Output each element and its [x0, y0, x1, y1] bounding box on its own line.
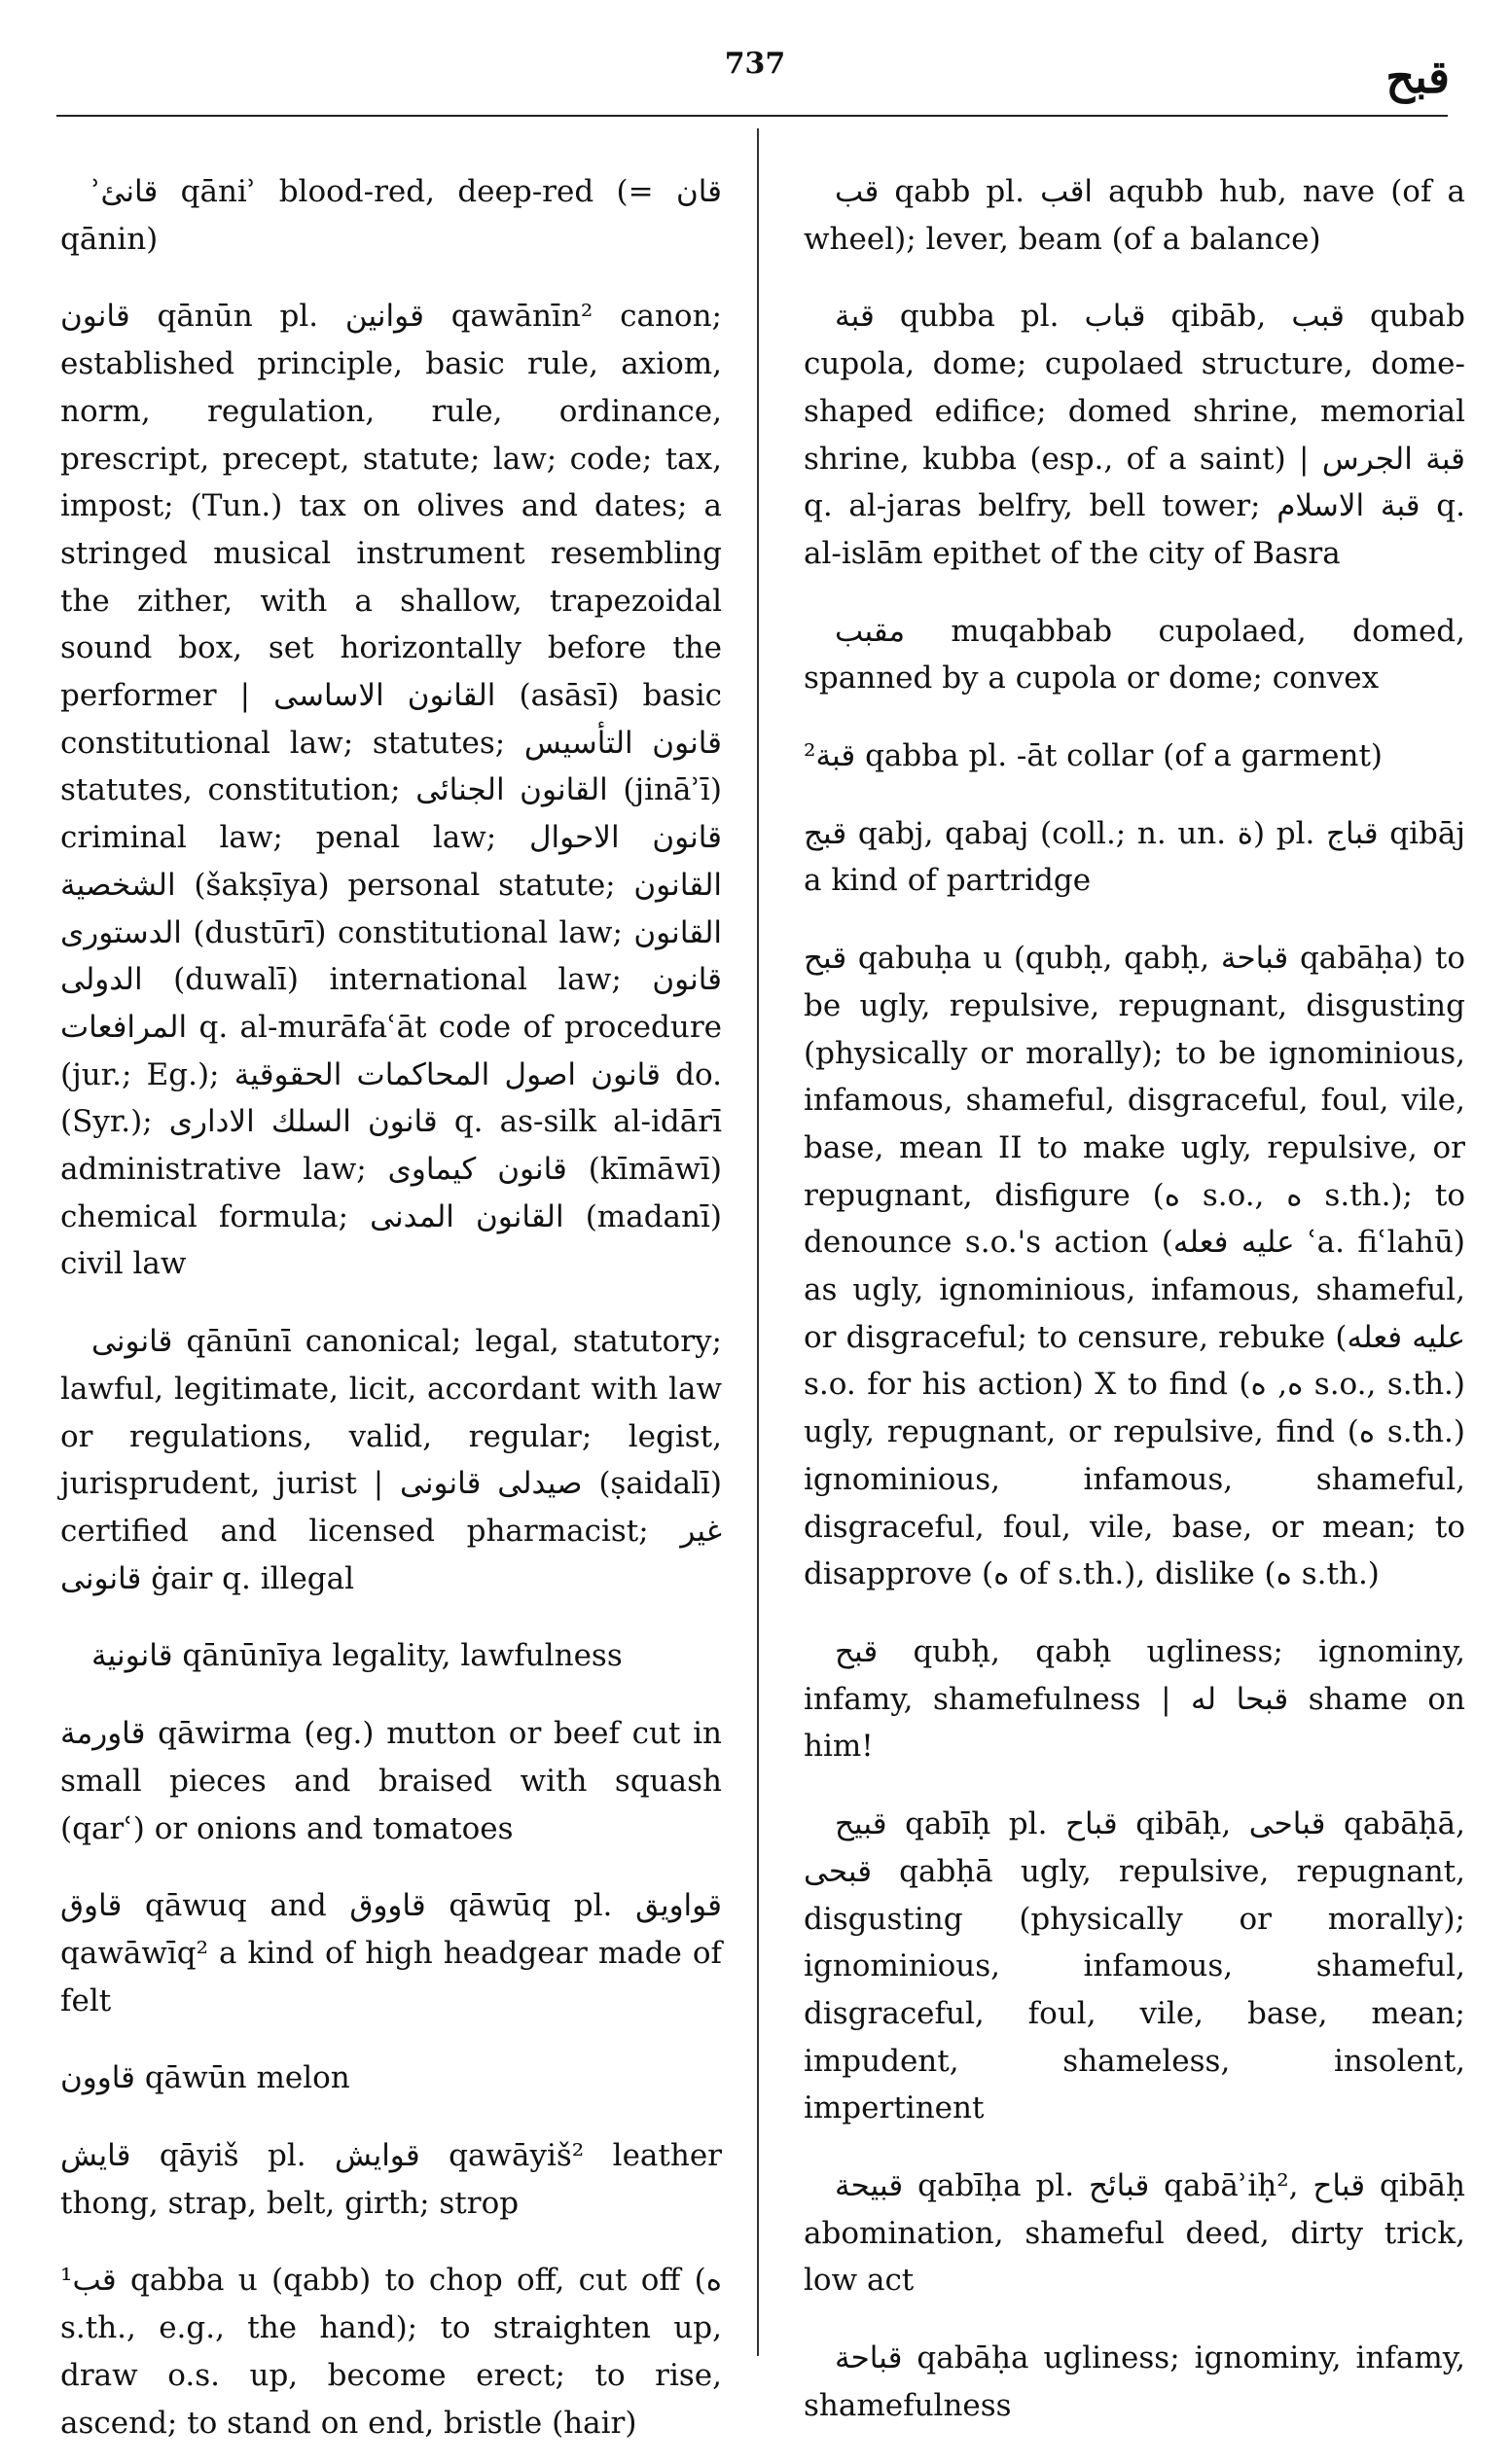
entry-qabba-2: ²قبة qabba pl. -āt collar (of a garment): [804, 738, 1384, 774]
entry-qawirma: قاورمة qāwirma (eg.) mutton or beef cut in small pieces and braised with squash (qarʿ) or onions and tomatoes: [60, 1716, 722, 1846]
entry-qabuha: قبح qabuḥa u (qubḥ, qabḥ, قباحة qabāḥa) to be ugly, repulsive, repugnant, disgusting (physically or morally); to be ignominious, infamous, shameful, disgraceful, foul, vile, base, mean II to make ugly, repulsive, or repugnant, disfigure (ه s.o., ه s.th.); to denounce s.o.'s action (عليه فعله ʿa. fiʿlahū) as ugly, ignominious, infamous, shameful, or disgraceful; to censure, rebuke (عليه فعله s.o. for his action) X to find (ه, ه s.o., s.th.) ugly, repugnant, or repulsive, find (ه s.th.) ignominious, infamous, shameful, disgraceful, foul, vile, base, or mean; to disapprove (ه of s.th.), dislike (ه s.th.): [804, 941, 1466, 1592]
right-column: [804, 138, 1465, 2447]
page-number: 737: [724, 47, 786, 81]
entry-qubh: قبح qubḥ, qabḥ ugliness; ignominy, infamy, shamefulness | قبحا له shame on him!: [804, 1633, 1465, 1765]
entry-qabaha: قباحة qabāḥa ugliness; ignominy, infamy, shamefulness: [804, 2340, 1465, 2423]
entry-qabb: قب qabb pl. اقب aqubb hub, nave (of a wheel); lever, beam (of a balance): [804, 174, 1465, 257]
entry-qanuni: قانونى qānūnī canonical; legal, statutory; lawful, legitimate, licit, accordant with law or regulations, valid, regular; legist, jurisprudent, jurist | صيدلى قانونى (ṣaidalī) certified and licensed pharmacist; غير قانونى ġair q. illegal: [60, 1324, 722, 1596]
entry-qabba-1: ¹قب qabba u (qabb) to chop off, cut off (ه s.th., e.g., the hand); to straighten up, draw o.s. up, become erect; to rise, ascend; to stand on end, bristle (hair): [60, 2263, 722, 2441]
entry-qubba: قبة qubba pl. قباب qibāb, قبب qubab cupola, dome; cupolaed structure, dome-shaped edifice; domed shrine, memorial shrine, kubba (esp., of a saint) | قبة الجرس q. al-jaras belfry, bell tower; قبة الاسلام q. al-islām epithet of the city of Basra: [804, 299, 1465, 571]
left-column: [60, 138, 722, 2464]
entry-qabih: قبيح qabīḥ pl. قباح qibāḥ, قباحى qabāḥā, قبحى qabḥā ugly, repulsive, repugnant, disgusting (physically or morally); ignominious, infamous, shameful, disgraceful, foul, vile, base, mean; impudent, shameless, insolent, impertinent: [804, 1806, 1465, 2126]
column-divider: [757, 128, 759, 2356]
entry-qani: ʾقانئ qāniʾ blood-red, deep-red (= قان qānin): [60, 174, 722, 257]
entry-qawun: قاوون qāwūn melon: [60, 2060, 350, 2096]
entry-qabiha: قبيحة qabīḥa pl. قبائح qabāʾiḥ², قباح qibāḥ abomination, shameful deed, dirty trick, low act: [804, 2168, 1466, 2299]
running-head: قبح: [1385, 51, 1450, 103]
entry-qanuniya: قانونية qānūnīya legality, lawfulness: [91, 1638, 623, 1674]
entry-qayis: قايش qāyiš pl. قوايش qawāyiš² leather thong, strap, belt, girth; strop: [60, 2138, 722, 2221]
entry-qawuq: قاوق qāwuq and قاووق qāwūq pl. قواويق qawāwīq² a kind of high headgear made of felt: [60, 1888, 722, 2018]
entry-muqabbab: مقبب muqabbab cupolaed, domed, spanned by a cupola or dome; convex: [804, 613, 1465, 696]
entry-qanun: قانون qānūn pl. قوانين qawānīn² canon; established principle, basic rule, axiom, norm, regulation, rule, ordinance, prescript, precept, statute; law; code; tax, impost; (Tun.) tax on olives and dates; a stringed musical instrument resembling the zither, with a shallow, trapezoidal sound box, set horizontally before the performer | القانون الاساسى (asāsī) basic constitutional law; statutes; قانون التأسيس statutes, constitution; القانون الجنائى (jināʾī) criminal law; penal law; قانون الاحوال الشخصية (šakṣīya) personal statute; القانون الدستورى (dustūrī) constitutional law; القانون الدولى (duwalī) international law; قانون المرافعات q. al-murāfaʿāt code of procedure (jur.; Eg.); قانون اصول المحاكمات الحقوقية do. (Syr.); قانون السلك الادارى q. as-silk al-idārī administrative law; قانون كيماوى (kīmāwī) chemical formula; القانون المدنى (madanī) civil law: [60, 299, 723, 1282]
header-rule: [56, 115, 1448, 117]
entry-qabj: قبج qabj, qabaj (coll.; n. un. ة) pl. قباج qibāj a kind of partridge: [804, 815, 1465, 899]
